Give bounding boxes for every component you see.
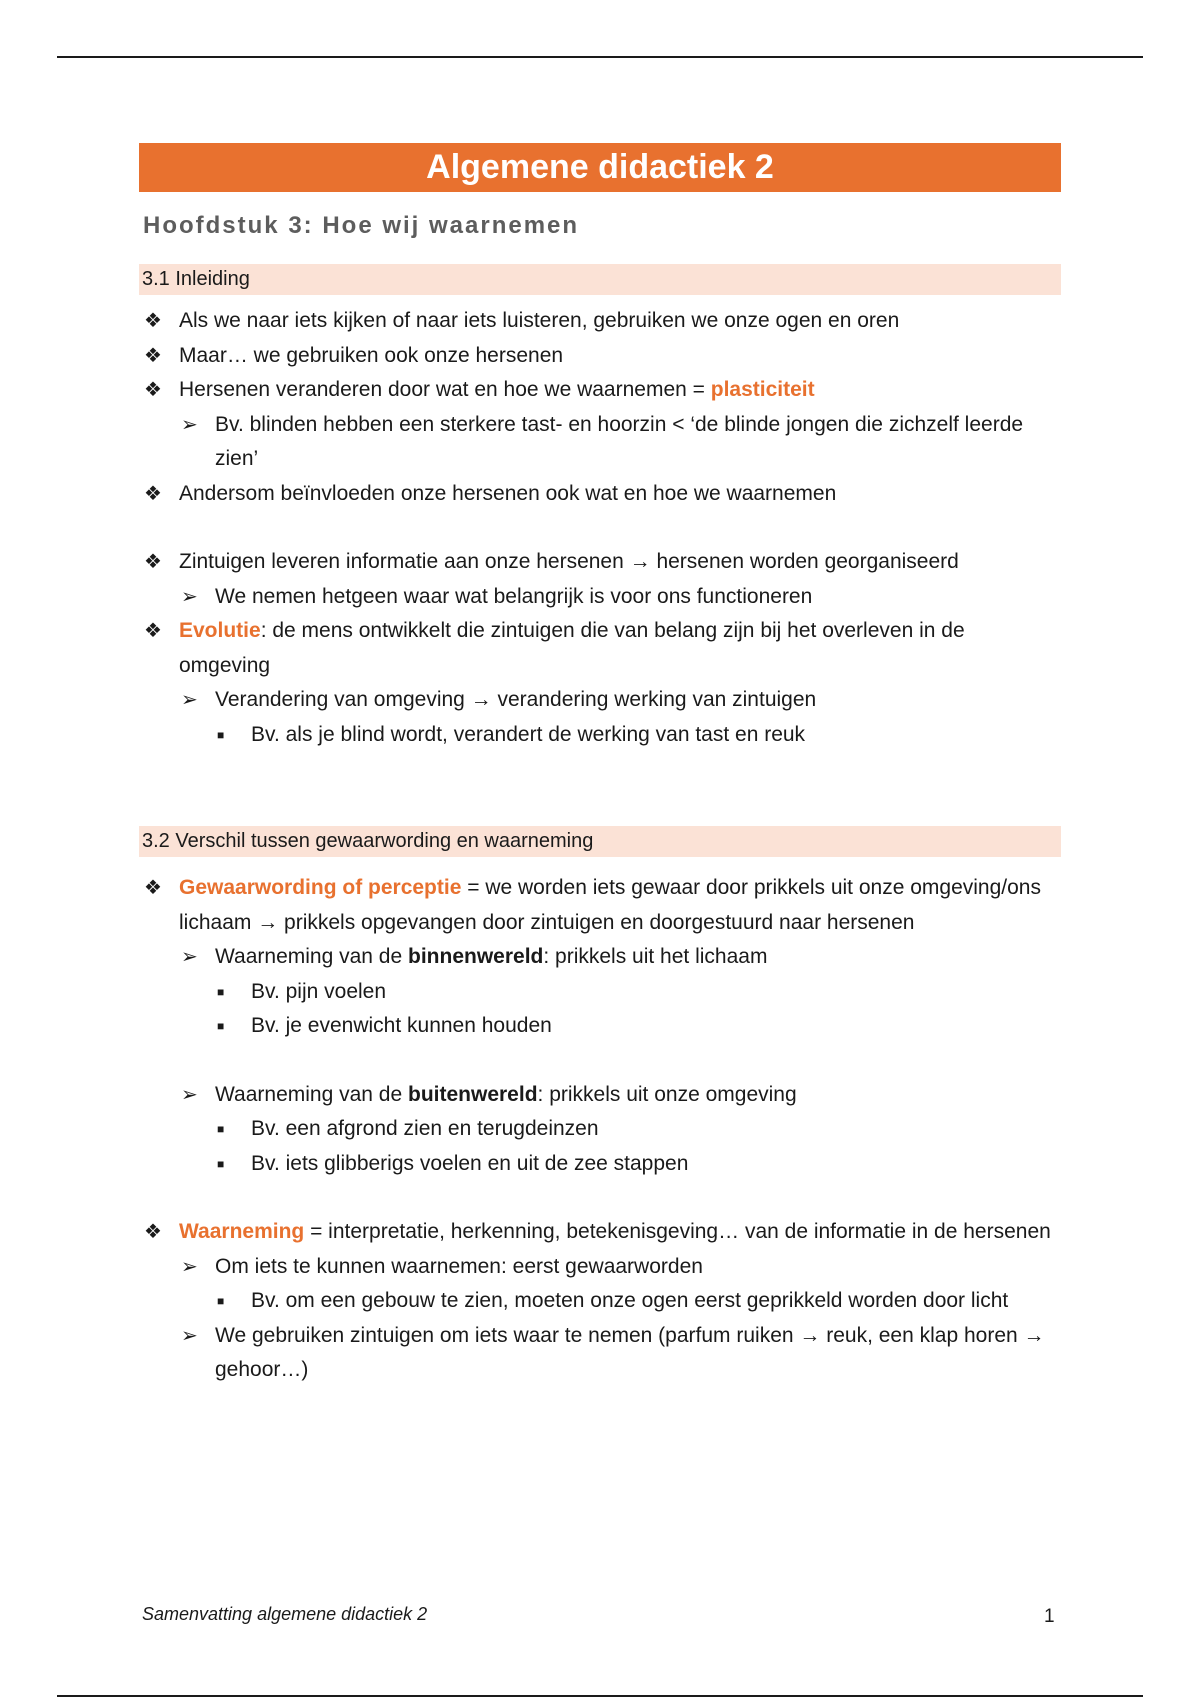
term-evolutie: Evolutie: [179, 619, 261, 642]
square-bullet-icon: ■: [217, 1294, 225, 1308]
section-heading-verschil: 3.2 Verschil tussen gewaarwording en waarneming: [139, 826, 1061, 857]
square-bullet-icon: ■: [217, 984, 225, 999]
list-item: ➢ Waarneming van de binnenwereld: prikkels uit het lichaam: [139, 940, 1061, 975]
list-item: ➢ Om iets te kunnen waarnemen: eerst gewaarworden: [139, 1250, 1061, 1285]
diamond-bullet-icon: ❖: [144, 482, 162, 505]
section-heading-inleiding: 3.1 Inleiding: [139, 264, 1061, 295]
term-plasticiteit: plasticiteit: [710, 378, 815, 401]
list-item: ❖ Gewaarwording of perceptie = we worden iets gewaar door prikkels uit onze omgeving/ons lichaam → prikkels opgevangen door zintuigen en doorgestuurd naar hersenen: [139, 871, 1061, 940]
header-rule: [57, 56, 1143, 58]
diamond-bullet-icon: ❖: [144, 620, 162, 642]
list-item: ❖ Evolutie: de mens ontwikkelt die zintuigen die van belang zijn bij het overleven in de omgeving: [139, 614, 1061, 683]
spacer: [139, 1044, 1061, 1078]
diamond-bullet-icon: ❖: [144, 310, 162, 332]
square-bullet-icon: ■: [217, 727, 225, 742]
chapter-heading: Hoofdstuk 3: Hoe wij waarnemen: [143, 212, 580, 239]
list-item: ❖ Andersom beïnvloeden onze hersenen ook wat en hoe we waarnemen: [139, 477, 1061, 512]
list-item: ■ Bv. je evenwicht kunnen houden: [139, 1009, 1061, 1044]
term-waarneming: Waarneming: [179, 1220, 305, 1243]
section2-list: [139, 871, 1061, 1388]
diamond-bullet-icon: ❖: [144, 1221, 162, 1243]
list-item: ❖ Als we naar iets kijken of naar iets luisteren, gebruiken we onze ogen en oren: [139, 304, 1061, 339]
list-item: ➢ We gebruiken zintuigen om iets waar te nemen (parfum ruiken → reuk, een klap horen → gehoor…): [139, 1319, 1061, 1388]
footer-page-number: 1: [1044, 1606, 1055, 1627]
list-item: ■ Bv. als je blind wordt, verandert de werking van tast en reuk: [139, 718, 1061, 753]
spacer: [139, 511, 1061, 545]
square-bullet-icon: ■: [217, 1156, 225, 1171]
list-item: ❖ Hersenen veranderen door wat en hoe we waarnemen = plasticiteit: [139, 373, 1061, 408]
arrow-bullet-icon: ➢: [181, 585, 198, 608]
term-binnenwereld: binnenwereld: [408, 945, 544, 968]
arrow-bullet-icon: ➢: [181, 1324, 198, 1347]
list-item: ➢ Bv. blinden hebben een sterkere tast- en hoorzin < ‘de blinde jongen die zichzelf leerde zien’: [139, 408, 1061, 477]
diamond-bullet-icon: ❖: [144, 551, 162, 573]
document-title: Algemene didactiek 2: [139, 143, 1061, 192]
section1-list: [139, 304, 1061, 752]
arrow-bullet-icon: ➢: [181, 413, 198, 436]
square-bullet-icon: ■: [217, 1122, 225, 1136]
page-content: [139, 143, 1061, 1388]
arrow-bullet-icon: ➢: [181, 1255, 198, 1278]
spacer: [139, 1181, 1061, 1215]
arrow-bullet-icon: ➢: [181, 1083, 198, 1106]
list-item: ■ Bv. iets glibberigs voelen en uit de zee stappen: [139, 1147, 1061, 1182]
list-item: ■ Bv. om een gebouw te zien, moeten onze ogen eerst geprikkeld worden door licht: [139, 1284, 1061, 1319]
list-item: ➢ We nemen hetgeen waar wat belangrijk is voor ons functioneren: [139, 580, 1061, 615]
list-item: ❖ Waarneming = interpretatie, herkenning, betekenisgeving… van de informatie in de hersenen: [139, 1215, 1061, 1250]
list-item: ❖ Maar… we gebruiken ook onze hersenen: [139, 339, 1061, 374]
list-item: ■ Bv. een afgrond zien en terugdeinzen: [139, 1112, 1061, 1147]
list-item: ➢ Verandering van omgeving → verandering werking van zintuigen: [139, 683, 1061, 718]
term-buitenwereld: buitenwereld: [408, 1082, 538, 1106]
list-item: ■ Bv. pijn voelen: [139, 975, 1061, 1010]
list-item: ❖ Zintuigen leveren informatie aan onze hersenen → hersenen worden georganiseerd: [139, 545, 1061, 580]
arrow-bullet-icon: ➢: [181, 689, 198, 711]
footer-document-name: Samenvatting algemene didactiek 2: [142, 1604, 428, 1624]
term-gewaarwording: Gewaarwording of perceptie: [179, 876, 462, 899]
list-item: ➢ Waarneming van de buitenwereld: prikkels uit onze omgeving: [139, 1078, 1061, 1113]
footer-rule: [57, 1695, 1143, 1697]
diamond-bullet-icon: ❖: [144, 877, 162, 899]
square-bullet-icon: ■: [217, 1019, 225, 1033]
diamond-bullet-icon: ❖: [144, 379, 162, 401]
diamond-bullet-icon: ❖: [144, 344, 162, 367]
arrow-bullet-icon: ➢: [181, 946, 198, 968]
